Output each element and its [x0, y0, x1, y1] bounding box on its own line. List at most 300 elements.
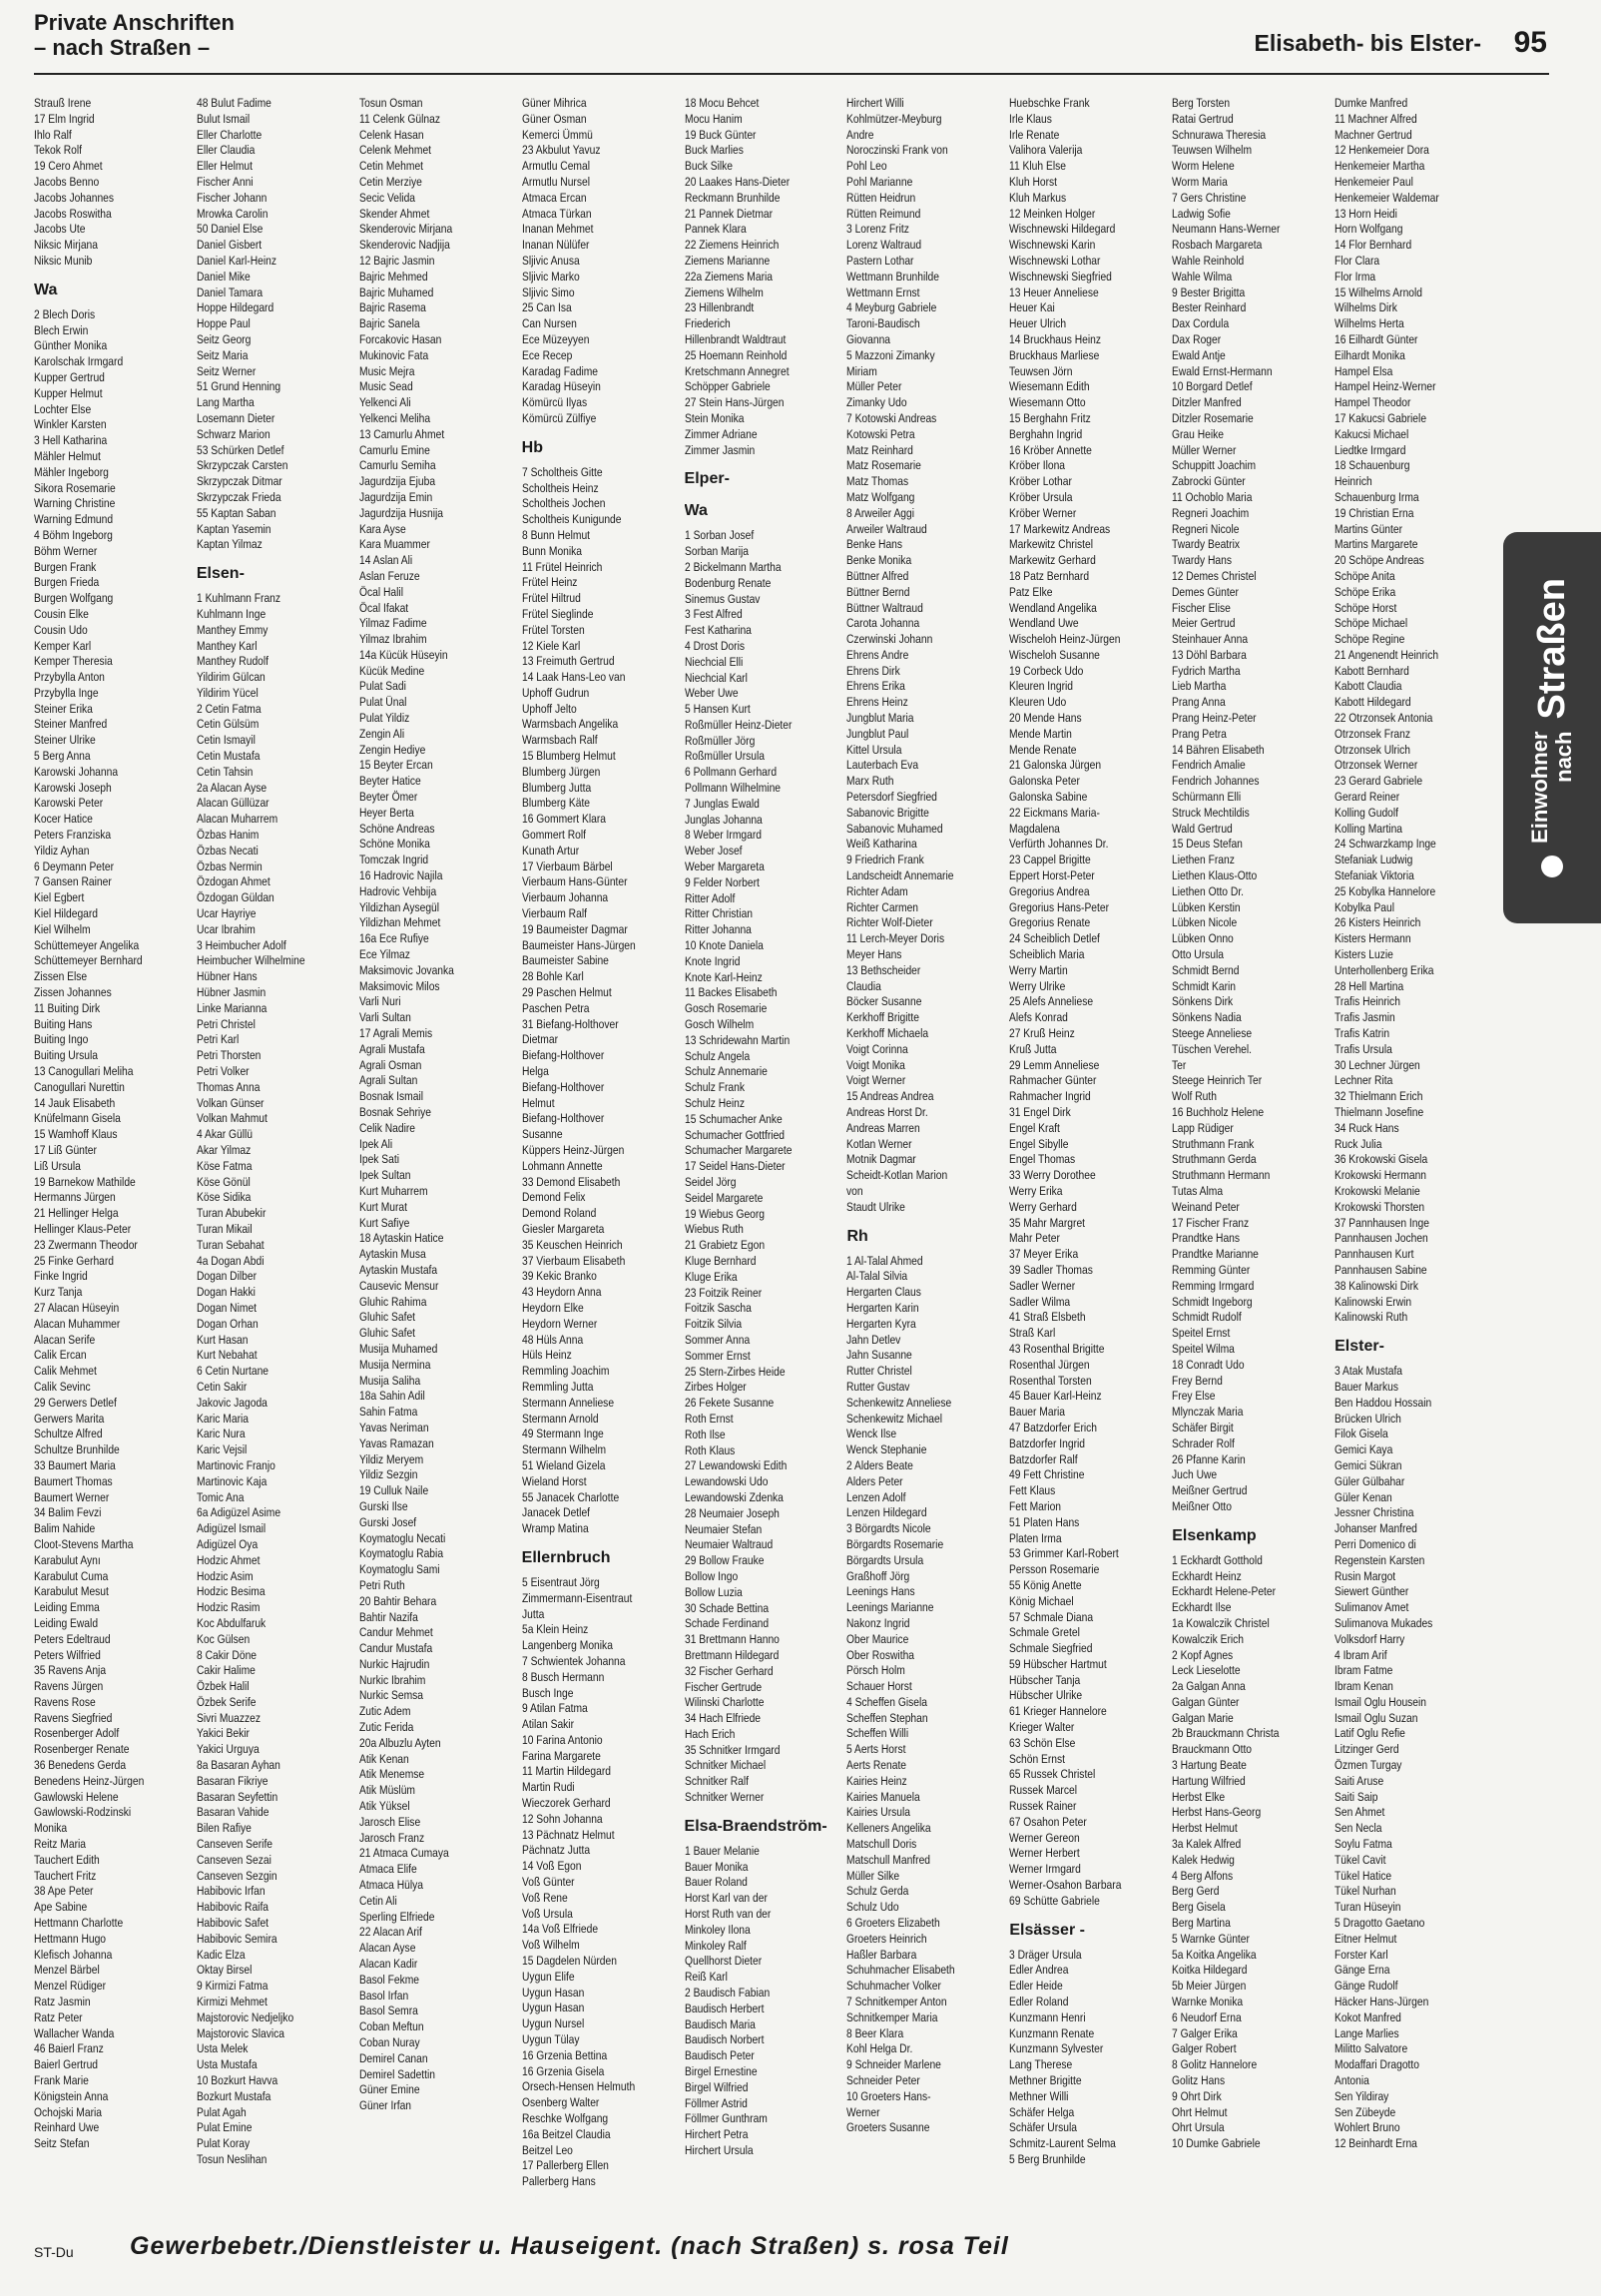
resident-entry: Güler Kenan: [1334, 1489, 1392, 1504]
resident-entry: 13 Döhl Barbara: [1172, 647, 1248, 662]
resident-entry: Vierbaum Johanna: [521, 890, 608, 905]
resident-entry: 35 Ravens Anja: [34, 1663, 107, 1678]
resident-entry: Speitel Wilma: [1172, 1341, 1236, 1356]
resident-entry: Unterhollenberg Erika: [1334, 962, 1434, 977]
directory-column: [1009, 96, 1164, 2217]
resident-entry: Kiel Egbert: [34, 890, 85, 905]
resident-entry: Schulz Annemarie: [684, 1064, 768, 1079]
resident-entry: Fischer Johann: [196, 190, 267, 205]
bullet-icon: [1541, 856, 1563, 877]
resident-entry: Engel Thomas: [1009, 1152, 1076, 1167]
resident-entry: Horst Ruth van der: [684, 1907, 771, 1922]
resident-entry: 15 Wilhelms Arnold: [1334, 285, 1423, 299]
resident-entry: Karic Maria: [196, 1411, 249, 1426]
resident-entry: Cetin Mustafa: [196, 749, 261, 764]
resident-entry: Twardy Beatrix: [1172, 537, 1241, 552]
resident-entry: Özbas Necati: [196, 843, 259, 858]
resident-entry: 8 Weber Irmgard: [684, 828, 762, 843]
resident-entry: Benedens Heinz-Jürgen: [34, 1773, 145, 1788]
resident-entry: Losemann Dieter: [196, 410, 275, 425]
resident-entry: Liethen Otto Dr.: [1172, 883, 1245, 898]
resident-entry: Gawlowski Helene: [34, 1789, 119, 1804]
resident-entry: Lapp Rüdiger: [1172, 1120, 1234, 1135]
resident-entry: Hodzic Besima: [196, 1584, 266, 1599]
resident-entry: Alacan Ayse: [358, 1941, 416, 1956]
resident-entry: Andreas Marren: [846, 1120, 921, 1135]
resident-entry: 50 Daniel Else: [196, 222, 264, 237]
resident-entry: Schade Ferdinand: [684, 1616, 769, 1631]
resident-entry: Yelkenci Meliha: [358, 410, 430, 425]
resident-entry: Kabott Bernhard: [1334, 663, 1410, 678]
resident-entry: Böcker Susanne: [846, 994, 922, 1009]
resident-entry: Motnik Dagmar: [846, 1152, 917, 1167]
resident-entry: Herbst Helmut: [1172, 1821, 1238, 1836]
resident-entry: Jagurdzija Ejuba: [358, 474, 435, 489]
resident-entry: Hillenbrandt Waldtraut: [684, 331, 786, 346]
resident-entry: Fischer Gertrude: [684, 1679, 762, 1694]
resident-entry: Lübken Nicole: [1172, 915, 1238, 930]
resident-entry: 23 Akbulut Yavuz: [521, 143, 601, 158]
resident-entry: Richter Adam: [846, 883, 909, 898]
resident-entry: 12 Meinken Holger: [1009, 206, 1096, 221]
resident-entry: Liedtke Irmgard: [1334, 442, 1406, 457]
resident-entry: Scheiblich Maria: [1009, 947, 1085, 962]
resident-entry: Schmidt Rudolf: [1172, 1310, 1242, 1325]
resident-entry: Martins Günter: [1334, 521, 1403, 536]
resident-entry: Bauer Markus: [1334, 1379, 1399, 1394]
resident-entry: 69 Schütte Gabriele: [1009, 1893, 1101, 1908]
resident-entry: Niksic Munib: [34, 253, 93, 268]
resident-entry: Leiding Emma: [34, 1600, 100, 1615]
resident-entry: Kabott Hildegard: [1334, 695, 1411, 710]
resident-entry: Lewandowski Zdenka: [684, 1489, 784, 1504]
resident-entry: Vierbaum Hans-Günter: [521, 874, 628, 889]
resident-entry: Schulz Udo: [846, 1900, 900, 1915]
resident-entry: Candur Mustafa: [358, 1641, 432, 1656]
resident-entry: Majstorovic Slavica: [196, 2025, 284, 2040]
resident-entry: 10 Groeters Hans-: [846, 2088, 932, 2103]
resident-entry: Kurz Tanja: [34, 1285, 83, 1300]
resident-entry: Flor Clara: [1334, 253, 1380, 268]
resident-entry: Ravens Rose: [34, 1694, 96, 1709]
resident-entry: Kakucsi Michael: [1334, 426, 1409, 441]
resident-entry: 14 Bähren Elisabeth: [1172, 742, 1265, 757]
resident-entry: Coban Meftun: [358, 2019, 424, 2034]
resident-entry: Scheffen Willi: [846, 1726, 909, 1741]
resident-entry: Bajric Sanela: [358, 316, 420, 331]
resident-entry: Remmling Jutta: [521, 1379, 594, 1394]
resident-entry: Turan Sebahat: [196, 1237, 265, 1252]
resident-entry: Regenstein Karsten: [1334, 1552, 1425, 1567]
resident-entry: Sulimanova Mukades: [1334, 1615, 1433, 1630]
resident-entry: Warning Edmund: [34, 512, 114, 527]
resident-entry: Daniel Karl-Heinz: [196, 253, 276, 268]
resident-entry: Meyer Hans: [846, 947, 902, 962]
resident-entry: Kara Ayse: [358, 521, 406, 536]
resident-entry: Zimmer Jasmin: [684, 442, 755, 457]
resident-entry: Wilinski Charlotte: [684, 1695, 764, 1710]
resident-entry: 55 Kaptan Saban: [196, 505, 276, 520]
resident-entry: Burgen Frank: [34, 559, 97, 574]
directory-column: [359, 96, 514, 2217]
section-tab-line2: nach: [1551, 731, 1576, 783]
resident-entry: 14 Voß Egon: [521, 1859, 582, 1874]
resident-entry: Heinrich: [1334, 474, 1372, 489]
resident-entry: Hergarten Claus: [846, 1285, 922, 1300]
resident-entry: Atmaca Türkan: [521, 206, 592, 221]
resident-entry: 22 Ziemens Heinrich: [684, 238, 779, 253]
resident-entry: 2a Galgan Anna: [1172, 1679, 1246, 1694]
resident-entry: Steege Anneliese: [1172, 1026, 1253, 1041]
resident-entry: 35 Keuschen Heinrich: [521, 1237, 623, 1252]
resident-entry: Martins Margarete: [1334, 537, 1418, 552]
resident-entry: Tükel Cavit: [1334, 1852, 1386, 1867]
resident-entry: Jacobs Roswitha: [34, 206, 112, 221]
directory-column: [34, 96, 189, 2217]
resident-entry: Wald Gertrud: [1172, 821, 1233, 836]
resident-entry: 20a Albuzlu Ayten: [358, 1735, 441, 1750]
resident-entry: Markewitz Gerhard: [1009, 553, 1097, 568]
resident-entry: Hübscher Tanja: [1009, 1672, 1081, 1687]
resident-entry: 31 Brettmann Hanno: [684, 1632, 780, 1647]
resident-entry: Canseven Sezgin: [196, 1868, 277, 1883]
resident-entry: 36 Benedens Gerda: [34, 1758, 127, 1773]
resident-entry: Roßmüller Ursula: [684, 749, 765, 764]
resident-entry: Kupper Helmut: [34, 385, 103, 400]
resident-entry: Hampel Elsa: [1334, 363, 1393, 378]
resident-entry: Pastern Lothar: [846, 253, 914, 268]
resident-entry: Regneri Nicole: [1172, 521, 1240, 536]
resident-entry: Remming Irmgard: [1172, 1278, 1255, 1293]
resident-entry: Zirbes Holger: [684, 1380, 747, 1395]
resident-entry: 14a Kücük Hüseyin: [358, 647, 448, 662]
resident-entry: Tauchert Edith: [34, 1852, 100, 1867]
resident-entry: Ter: [1172, 1057, 1187, 1072]
resident-entry: Kisters Hermann: [1334, 931, 1411, 946]
resident-entry: 2a Alacan Ayse: [196, 780, 267, 795]
resident-entry: Usta Melek: [196, 2041, 249, 2056]
resident-entry: 25 Can Isa: [521, 300, 572, 315]
resident-entry: Trafis Ursula: [1334, 1041, 1393, 1056]
resident-entry: Sabanovic Muhamed: [846, 821, 944, 836]
resident-entry: Schmale Gretel: [1009, 1625, 1081, 1640]
resident-entry: Blumberg Käte: [521, 796, 590, 811]
resident-entry: Zissen Johannes: [34, 985, 112, 1000]
resident-entry: Eilhardt Monika: [1334, 347, 1405, 362]
resident-entry: Osenberg Walter: [521, 2095, 600, 2110]
resident-entry: Machner Gertrud: [1334, 127, 1412, 142]
resident-entry: Otrzonsek Franz: [1334, 726, 1411, 741]
resident-entry: 23 Foitzik Reiner: [684, 1285, 762, 1300]
resident-entry: Ucar Hayriye: [196, 906, 257, 921]
resident-entry: Baudisch Maria: [684, 2016, 756, 2031]
resident-entry: 2 Bickelmann Martha: [684, 559, 782, 574]
resident-entry: Sivri Muazzez: [196, 1710, 261, 1725]
resident-entry: 15 Andreas Andrea: [846, 1089, 934, 1104]
resident-entry: Wenck Stephanie: [846, 1442, 927, 1457]
resident-entry: 13 Freimuth Gertrud: [521, 654, 615, 669]
resident-entry: 7 Galger Erika: [1172, 2025, 1238, 2040]
resident-entry: 5 Berg Brunhilde: [1009, 2152, 1086, 2166]
resident-entry: Frey Bernd: [1172, 1373, 1224, 1388]
resident-entry: Wischnewski Karin: [1009, 238, 1096, 253]
resident-entry: 3 Atak Mustafa: [1334, 1364, 1403, 1379]
resident-entry: Hellinger Klaus-Peter: [34, 1221, 132, 1236]
resident-entry: Gosch Wilhelm: [684, 1017, 754, 1032]
resident-entry: Kleuren Udo: [1009, 695, 1067, 710]
resident-entry: Landscheidt Annemarie: [846, 868, 954, 883]
resident-entry: 43 Heydorn Anna: [521, 1285, 602, 1300]
resident-entry: Tosun Osman: [358, 96, 423, 110]
resident-entry: Peters Edeltraud: [34, 1631, 111, 1646]
resident-entry: Straß Karl: [1009, 1326, 1056, 1341]
resident-entry: 17 Pallerberg Ellen: [521, 2158, 609, 2173]
resident-entry: Frütel Heinz: [521, 575, 578, 590]
resident-entry: Militto Salvatore: [1334, 2041, 1408, 2056]
resident-entry: Gregorius Hans-Peter: [1009, 899, 1110, 914]
resident-entry: Friederich: [684, 316, 731, 331]
resident-entry: Lechner Rita: [1334, 1073, 1393, 1088]
resident-entry: Petri Volker: [196, 1064, 250, 1079]
resident-entry: Giesler Margareta: [521, 1221, 604, 1236]
resident-entry: Celenk Hasan: [358, 127, 424, 142]
resident-entry: 21 Atmaca Cumaya: [358, 1846, 449, 1861]
resident-entry: Benke Hans: [846, 537, 903, 552]
resident-entry: Sljivic Anusa: [521, 253, 580, 268]
resident-entry: Volkan Günser: [196, 1095, 265, 1110]
resident-entry: 14 Flor Bernhard: [1334, 238, 1412, 253]
resident-entry: Engel Sibylle: [1009, 1136, 1069, 1151]
resident-entry: 14 Laak Hans-Leo van: [521, 670, 626, 685]
resident-entry: Kirmizi Mehmet: [196, 1995, 267, 2009]
resident-entry: Gluhic Rahima: [358, 1294, 427, 1309]
resident-entry: Worm Helene: [1172, 159, 1235, 174]
resident-entry: Agrali Mustafa: [358, 1041, 425, 1056]
resident-entry: Kurt Safiye: [358, 1215, 410, 1230]
resident-entry: Müller Silke: [846, 1868, 900, 1883]
resident-entry: Meißner Gertrud: [1172, 1483, 1248, 1498]
resident-entry: 27 Alacan Hüseyin: [34, 1300, 120, 1315]
resident-entry: 4 Scheffen Gisela: [846, 1694, 928, 1709]
resident-entry: Baumert Thomas: [34, 1473, 113, 1488]
resident-entry: Karic Vejsil: [196, 1442, 248, 1457]
resident-entry: Farina Margarete: [521, 1748, 601, 1763]
resident-entry: 11 Backes Elisabeth: [684, 985, 777, 1000]
resident-entry: Klefisch Johanna: [34, 1947, 113, 1962]
resident-entry: Galonska Sabine: [1009, 790, 1088, 805]
resident-entry: Prang Petra: [1172, 726, 1228, 741]
resident-entry: Herbst Elke: [1172, 1789, 1226, 1804]
resident-entry: Petri Christel: [196, 1016, 256, 1031]
resident-entry: 11 Frütel Heinrich: [521, 559, 603, 574]
resident-entry: Galonska Peter: [1009, 774, 1081, 789]
resident-entry: Bajric Mehmed: [358, 269, 428, 284]
resident-entry: Seitz Georg: [196, 331, 252, 346]
resident-entry: Juch Uwe: [1172, 1467, 1218, 1482]
resident-entry: 16 Eilhardt Günter: [1334, 331, 1418, 346]
resident-entry: Sinemus Gustav: [684, 591, 760, 606]
section-tab-big: Straßen: [1530, 578, 1573, 720]
resident-entry: Nakonz Ingrid: [846, 1615, 910, 1630]
resident-entry: Hach Erich: [684, 1726, 735, 1741]
resident-entry: Oktay Birsel: [196, 1963, 253, 1978]
resident-entry: Voigt Werner: [846, 1073, 906, 1088]
resident-entry: 13 Bethscheider: [846, 962, 921, 977]
resident-entry: 2 Baudisch Fabian: [684, 1986, 770, 2001]
resident-entry: Hübscher Ulrike: [1009, 1688, 1083, 1703]
resident-entry: Kerkhoff Michaela: [846, 1026, 929, 1041]
resident-entry: Kömürcü Zülfiye: [521, 410, 596, 425]
resident-entry: Foitzik Sascha: [684, 1301, 752, 1316]
resident-entry: Canseven Serife: [196, 1837, 272, 1852]
resident-entry: Majstorovic Nedjeljko: [196, 2009, 294, 2024]
resident-entry: Kotowski Petra: [846, 426, 916, 441]
resident-entry: Liß Ursula: [34, 1158, 81, 1173]
resident-entry: Skrzypczak Frieda: [196, 489, 281, 504]
resident-entry: Krokowski Melanie: [1334, 1183, 1420, 1198]
resident-entry: 2b Brauckmann Christa: [1172, 1726, 1280, 1741]
resident-entry: 5 Eisentraut Jörg: [521, 1574, 600, 1589]
resident-entry: Büttner Alfred: [846, 568, 909, 583]
resident-entry: 11 Ochoblo Maria: [1172, 489, 1253, 504]
resident-entry: 4 Ibram Arif: [1334, 1647, 1387, 1662]
resident-entry: Jacobs Benno: [34, 174, 100, 189]
resident-entry: 10 Dumke Gabriele: [1172, 2136, 1261, 2151]
resident-entry: Atmaca Hülya: [358, 1878, 423, 1893]
resident-entry: Agrali Osman: [358, 1057, 422, 1072]
resident-entry: Skender Ahmet: [358, 206, 430, 221]
resident-entry: Eitner Helmut: [1334, 1931, 1397, 1946]
resident-entry: Roth Ernst: [684, 1411, 734, 1426]
resident-entry: Jungblut Paul: [846, 726, 909, 741]
resident-entry: Basaran Vahide: [196, 1805, 269, 1820]
resident-entry: Yildirim Gülcan: [196, 670, 266, 685]
resident-entry: Basaran Fikriye: [196, 1773, 268, 1788]
resident-entry: Baumeister Hans-Jürgen: [521, 937, 636, 952]
resident-entry: Saiti Saip: [1334, 1789, 1378, 1804]
resident-entry: Sen Zübeyde: [1334, 2104, 1396, 2119]
resident-entry: 29 Gerwers Detlef: [34, 1395, 117, 1410]
resident-entry: Zengin Hediye: [358, 742, 426, 757]
resident-entry: 27 Lewandowski Edith: [684, 1458, 787, 1473]
resident-entry: Inanan Nülüfer: [521, 238, 590, 253]
resident-entry: 15 Dagdelen Nürden: [521, 1954, 617, 1969]
resident-entry: Kröber Ilona: [1009, 458, 1066, 473]
resident-entry: Camurlu Emine: [358, 442, 430, 457]
resident-entry: Kalinowski Erwin: [1334, 1294, 1412, 1309]
resident-entry: Kleuren Ingrid: [1009, 679, 1074, 694]
resident-entry: Güner Emine: [358, 2082, 420, 2097]
resident-entry: Thielmann Josefine: [1334, 1105, 1424, 1119]
resident-entry: Hettmann Charlotte: [34, 1916, 124, 1931]
resident-entry: Dogan Dilber: [196, 1269, 257, 1284]
resident-entry: Yildizhan Mehmet: [358, 915, 441, 930]
resident-entry: Ismail Oglu Housein: [1334, 1694, 1427, 1709]
resident-entry: Daniel Gisbert: [196, 238, 263, 253]
resident-entry: 11 Celenk Gülnaz: [358, 111, 440, 126]
resident-entry: 41 Straß Elsbeth: [1009, 1310, 1086, 1325]
resident-entry: Martin Rudi: [521, 1780, 575, 1795]
resident-entry: 18 Schauenburg: [1334, 458, 1410, 473]
resident-entry: Calik Sevinc: [34, 1379, 91, 1394]
resident-entry: Schnitker Werner: [684, 1790, 764, 1805]
resident-entry: Matz Thomas: [846, 474, 909, 489]
resident-entry: Reschke Wolfgang: [521, 2111, 608, 2126]
resident-entry: Canogullari Nurettin: [34, 1079, 125, 1094]
resident-entry: Perri Domenico di: [1334, 1536, 1416, 1551]
resident-entry: Börgardts Rosemarie: [846, 1536, 944, 1551]
resident-entry: Aytaskin Musa: [358, 1247, 426, 1262]
resident-entry: 25 Kobylka Hannelore: [1334, 883, 1436, 898]
resident-entry: Henkemeier Paul: [1334, 174, 1413, 189]
resident-entry: Büttner Waltraud: [846, 600, 924, 615]
resident-entry: Pulat Yildiz: [358, 711, 410, 726]
resident-entry: Karabulut Mesut: [34, 1584, 109, 1599]
resident-entry: Böhm Werner: [34, 543, 98, 558]
resident-entry: Öcal Ifakat: [358, 600, 408, 615]
resident-entry: Lübken Kerstin: [1172, 899, 1241, 914]
resident-entry: Henkemeier Waldemar: [1334, 190, 1439, 205]
street-range: Elisabeth- bis Elster-: [1254, 30, 1481, 56]
resident-entry: 15 Schumacher Anke: [684, 1111, 783, 1126]
resident-entry: Ape Sabine: [34, 1900, 88, 1915]
resident-entry: Jutta: [521, 1606, 544, 1621]
section-tab-small: [1528, 732, 1576, 844]
resident-entry: 21 Angenendt Heinrich: [1334, 647, 1439, 662]
resident-entry: 24 Schwarzkamp Inge: [1334, 837, 1436, 852]
resident-entry: 53 Grimmer Karl-Robert: [1009, 1546, 1120, 1561]
resident-entry: Lang Martha: [196, 395, 255, 410]
resident-entry: Wohlert Bruno: [1334, 2120, 1400, 2135]
resident-entry: Pulat Agah: [196, 2104, 247, 2119]
resident-entry: Candur Mehmet: [358, 1625, 433, 1640]
resident-entry: Petri Ruth: [358, 1577, 405, 1592]
resident-entry: 51 Platen Hans: [1009, 1514, 1080, 1529]
resident-entry: Frank Marie: [34, 2073, 89, 2088]
resident-entry: 34 Ruck Hans: [1334, 1120, 1399, 1135]
resident-entry: Hartung Wilfried: [1172, 1773, 1246, 1788]
resident-entry: Kiel Wilhelm: [34, 921, 91, 936]
resident-entry: Matz Reinhard: [846, 442, 914, 457]
resident-entry: Sabanovic Brigitte: [846, 805, 930, 820]
resident-entry: Pörsch Holm: [846, 1663, 906, 1678]
resident-entry: Hergarten Karin: [846, 1300, 920, 1315]
resident-entry: 5b Meier Jürgen: [1172, 1979, 1247, 1994]
resident-entry: Lohmann Annette: [521, 1158, 603, 1173]
resident-entry: Brettmann Hildegard: [684, 1647, 779, 1662]
resident-entry: Biefang-Holthover: [521, 1079, 604, 1094]
resident-entry: Tauchert Fritz: [34, 1868, 97, 1883]
resident-entry: 9 Felder Norbert: [684, 874, 760, 889]
resident-entry: 5a Klein Heinz: [521, 1622, 588, 1637]
resident-entry: Pollmann Wilhelmine: [684, 781, 781, 796]
resident-entry: 2 Cetin Fatma: [196, 701, 262, 716]
resident-entry: Schäfer Ursula: [1009, 2120, 1078, 2135]
resident-entry: Martinovic Franjo: [196, 1457, 275, 1472]
resident-entry: Rütten Reimund: [846, 206, 921, 221]
resident-entry: Schmidt Ingeborg: [1172, 1294, 1253, 1309]
resident-entry: Sönkens Dirk: [1172, 994, 1234, 1009]
street-heading: Elper-: [684, 470, 730, 488]
resident-entry: König Michael: [1009, 1593, 1074, 1608]
resident-entry: Akar Yilmaz: [196, 1143, 252, 1157]
resident-entry: Hodzic Rasim: [196, 1600, 261, 1615]
resident-entry: Sadler Wilma: [1009, 1294, 1071, 1309]
resident-entry: Tosun Neslihan: [196, 2152, 267, 2166]
resident-entry: 4 Berg Alfons: [1172, 1868, 1234, 1883]
resident-entry: Platen Irma: [1009, 1530, 1062, 1545]
resident-entry: Mähler Helmut: [34, 448, 101, 463]
